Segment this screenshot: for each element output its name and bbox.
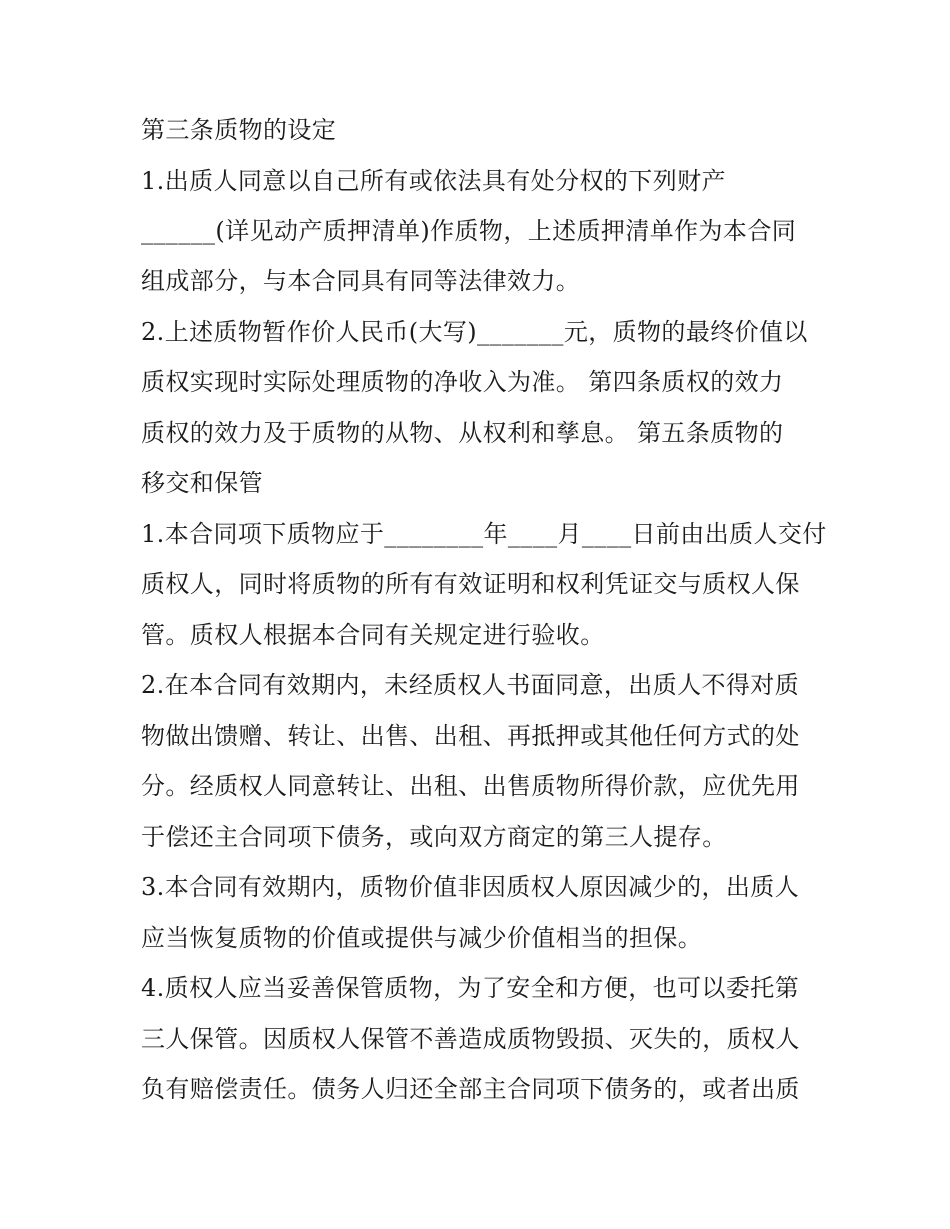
text-line: 移交和保管: [141, 469, 263, 497]
text-line: 质权人，同时将质物的所有有效证明和权利凭证交与质权人保: [141, 570, 800, 598]
text-line: 1.本合同项下质物应于________年____月____日前由出质人交付: [141, 520, 827, 548]
text-line: ______(详见动产质押清单)作质物，上述质押清单作为本合同: [141, 217, 797, 245]
text-line: 质权的效力及于质物的从物、从权利和孳息。 第五条质物的: [141, 419, 784, 447]
text-line: 负有赔偿责任。债务人归还全部主合同项下债务的，或者出质: [141, 1075, 800, 1103]
article-3-heading: 第三条质物的设定: [141, 116, 337, 144]
text-line: 3.本合同有效期内，质物价值非因质权人原因减少的，出质人: [141, 873, 800, 901]
text-line: 应当恢复质物的价值或提供与减少价值相当的担保。: [141, 924, 703, 952]
text-line: 组成部分，与本合同具有同等法律效力。: [141, 267, 581, 295]
text-line: 1.出质人同意以自己所有或依法具有处分权的下列财产: [141, 167, 726, 195]
text-line: 4.质权人应当妥善保管质物，为了安全和方便，也可以委托第: [141, 974, 800, 1002]
text-line: 三人保管。因质权人保管不善造成质物毁损、灭失的，质权人: [141, 1025, 800, 1053]
text-line: 物做出馈赠、转让、出售、出租、再抵押或其他任何方式的处: [141, 722, 800, 750]
text-line: 管。质权人根据本合同有关规定进行验收。: [141, 621, 605, 649]
text-line: 于偿还主合同项下债务，或向双方商定的第三人提存。: [141, 823, 727, 851]
text-line: 2.在本合同有效期内，未经质权人书面同意，出质人不得对质: [141, 671, 800, 699]
text-line: 质权实现时实际处理质物的净收入为准。 第四条质权的效力: [141, 368, 784, 396]
text-line: 分。经质权人同意转让、出租、出售质物所得价款，应优先用: [141, 772, 800, 800]
text-line: 2.上述质物暂作价人民币(大写)_______元，质物的最终价值以: [141, 318, 808, 346]
